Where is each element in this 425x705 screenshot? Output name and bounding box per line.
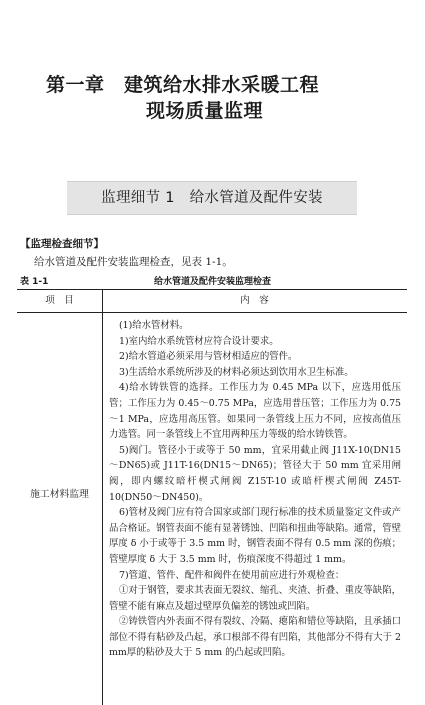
chapter-title: [40, 72, 400, 124]
content-line: 3)生活给水系统所涉及的材料必须达到饮用水卫生标准。: [119, 366, 354, 378]
content-line: 1)室内给水系统管材应符合设计要求。: [119, 335, 279, 347]
content-line: (1)给水管材料。: [119, 320, 189, 331]
column-divider: [102, 290, 103, 705]
content-line: ①对于钢管，要求其表面无裂纹、缩孔、夹渣、折叠、重皮等缺陷，管壁不能有麻点及超过壁厚负偏差的锈蚀或凹陷。: [109, 585, 401, 612]
row-category: 施工材料监理: [30, 489, 89, 500]
table-header-row: [17, 290, 407, 313]
chapter-title-line-1: 第一章 建筑给水排水采暖工程: [46, 74, 320, 96]
chapter-title-line-2: 现场质量监理: [146, 100, 264, 122]
intro-paragraph: 给水管道及配件安装监理检查，见表 1-1。: [34, 256, 233, 268]
content-line: 5)阀门。管径小于或等于 50 mm，宜采用截止阀 J11X-10(DN15～DN65)或 J11T-16(DN15～DN65)；管径大于 50 mm 宜采用闸阀，即内螺纹暗杆楔式闸阀 Z15T-10 或暗杆楔式闸阀 Z45T-10(DN50～DN450)。: [109, 444, 401, 503]
content-line: 4)给水铸铁管的选择。工作压力为 0.45 MPa 以下，应选用低压管；工作压力为 0.45～0.75 MPa，应选用普压管；工作压力为 0.75～1 MPa，应选用高压管。如果同一条管线上压力不同，应按高值压力选管。同一条管线上不宜用两种压力等级的给水铸铁管。: [109, 382, 401, 441]
content-line: 6)管材及阀门应有符合国家或部门现行标准的技术质量鉴定文件或产品合格证。钢管表面不能有显著锈蚀、凹陷和扭曲等缺陷。通常，管壁厚度 δ 小于或等于 3.5 mm 时，钢管表面不得有 0.5 mm 深的伤痕；管壁厚度 δ 大于 3.5 mm 时，伤痕深度不得超过 1 mm。: [109, 507, 401, 565]
content-line: 7)管道、管件、配件和阀件在使用前应进行外观检查：: [119, 569, 345, 581]
subsection-heading: 【监理检查细节】: [20, 238, 104, 250]
content-line: ②铸铁管内外表面不得有裂纹、冷隔、瘪陷和错位等缺陷，且承插口部位不得有粘砂及凸起，承口根部不得有凹陷，其他部分不得有大于 2 mm厚的粘砂及大于 5 mm 的凸起或凹陷。: [109, 616, 401, 659]
table-number: 表 1-1: [20, 277, 49, 287]
row-content: [109, 318, 401, 661]
content-line: 2)给水管道必须采用与管材相适应的管件。: [119, 351, 298, 363]
section-heading: 监理细节 1 给水管道及配件安装: [67, 181, 357, 215]
column-header-item: 项 目: [45, 295, 74, 306]
table-caption: 给水管道及配件安装监理检查: [153, 277, 271, 287]
inspection-table: [17, 289, 407, 705]
column-header-content: 内 容: [240, 295, 269, 306]
